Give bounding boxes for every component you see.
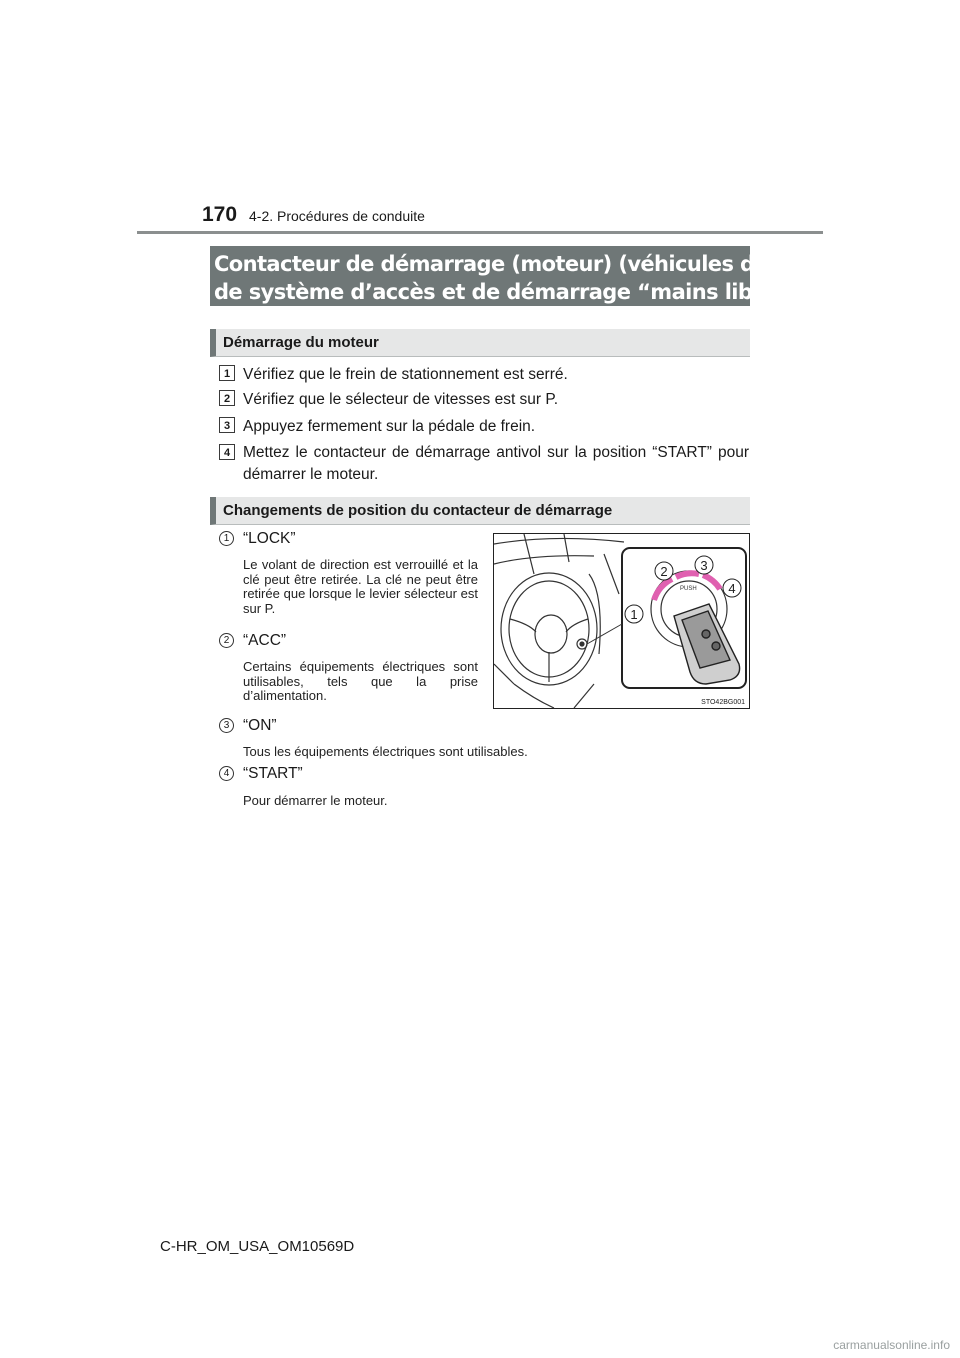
page-title-line-1: Contacteur de démarrage (moteur) (véhicules dépourvus bbox=[214, 252, 860, 276]
step-text-4: Mettez le contacteur de démarrage antivol sur la position “START” pour démarrer le moteur. bbox=[243, 444, 749, 483]
step-number-2: 2 bbox=[219, 390, 235, 406]
ignition-switch-illustration bbox=[493, 533, 750, 709]
position-number-2: 2 bbox=[219, 633, 234, 648]
page-number: 170 bbox=[202, 203, 238, 226]
step-text-2: Vérifiez que le sélecteur de vitesses est sur P. bbox=[243, 391, 559, 408]
dashboard-drawing bbox=[494, 534, 749, 708]
figure-code: STO42BG001 bbox=[701, 699, 745, 706]
callout-2: 2 bbox=[660, 564, 668, 579]
position-label-acc: “ACC” bbox=[243, 632, 287, 649]
position-desc-acc: Certains équipements électriques sont utilisables, tels que la prise d’alimentation. bbox=[243, 659, 478, 703]
position-label-start: “START” bbox=[243, 765, 303, 782]
position-desc-lock: Le volant de direction est verrouillé et la clé peut être retirée. La clé ne peut être retirée que lorsque le levier sélecteur est sur P. bbox=[243, 557, 478, 616]
page-title-line-2: de système d’accès et de démarrage “mains libres”) bbox=[214, 280, 810, 304]
callout-3: 3 bbox=[700, 558, 708, 573]
position-number-1: 1 bbox=[219, 531, 234, 546]
position-label-lock: “LOCK” bbox=[243, 530, 296, 547]
position-desc-on: Tous les équipements électriques sont utilisables. bbox=[243, 744, 528, 759]
position-number-4: 4 bbox=[219, 766, 234, 781]
starting-heading: Démarrage du moteur bbox=[210, 329, 750, 357]
position-desc-start: Pour démarrer le moteur. bbox=[243, 793, 388, 808]
section-title: 4-2. Procédures de conduite bbox=[249, 208, 425, 224]
step-text-3: Appuyez fermement sur la pédale de frein. bbox=[243, 418, 536, 435]
positions-heading: Changements de position du contacteur de démarrage bbox=[210, 497, 750, 525]
step-number-4: 4 bbox=[219, 444, 235, 460]
step-text-1: Vérifiez que le frein de stationnement est serré. bbox=[243, 366, 568, 383]
step-number-3: 3 bbox=[219, 417, 235, 433]
callout-1: 1 bbox=[630, 607, 638, 622]
push-label: PUSH bbox=[680, 586, 697, 592]
position-number-3: 3 bbox=[219, 718, 234, 733]
position-arc-acc-on bbox=[676, 573, 699, 577]
callout-4: 4 bbox=[728, 581, 736, 596]
position-label-on: “ON” bbox=[243, 717, 277, 734]
header-divider bbox=[137, 231, 823, 234]
document-id: C-HR_OM_USA_OM10569D bbox=[160, 1238, 355, 1255]
page-title bbox=[210, 246, 860, 306]
watermark: carmanualsonline.info bbox=[833, 1338, 950, 1352]
step-number-1: 1 bbox=[219, 365, 235, 381]
